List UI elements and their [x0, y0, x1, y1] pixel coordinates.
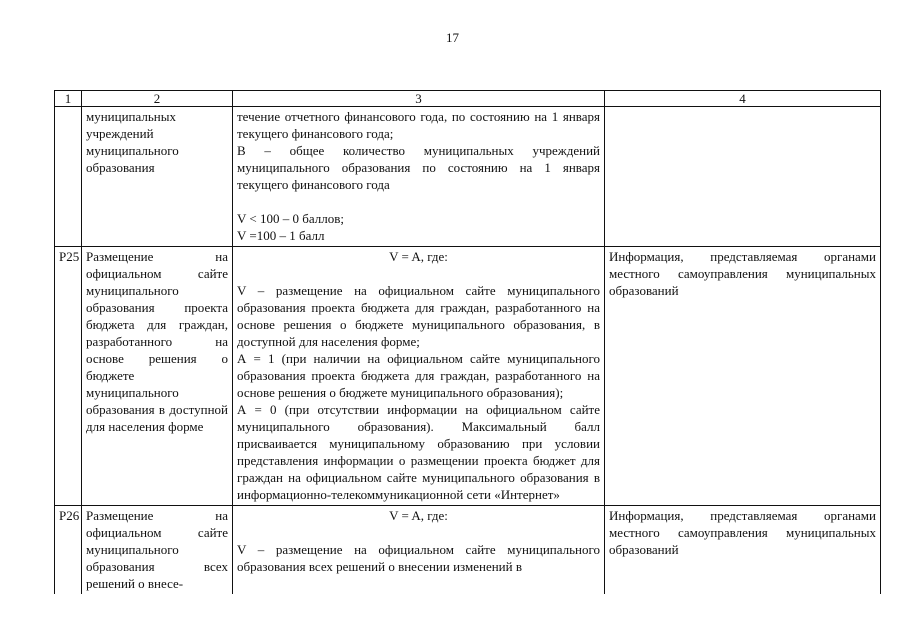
calc-spacer [237, 524, 600, 541]
calc-text: В – общее количество муниципальных учреждений муниципального образования по состоянию на 1 января текущего финансового года [237, 143, 600, 192]
calc-text: V – размещение на официальном сайте муниципального образования проекта бюджета для граждан, разработанного на основе решения о бюджете муниципального образования, в доступной для населения форме; [237, 283, 600, 349]
indicator-name-text: муниципальных учреждений муниципального образования [86, 109, 179, 175]
table-row-p26 [55, 506, 881, 595]
row-indicator-name [82, 247, 233, 506]
criteria-table [54, 90, 881, 594]
row-source [605, 107, 881, 247]
calc-text: V – размещение на официальном сайте муниципального образования всех решений о внесении изменений в [237, 542, 600, 574]
row-calculation [233, 506, 605, 595]
header-col-1: 1 [55, 91, 82, 107]
calc-spacer [237, 193, 600, 210]
table-header-row [55, 91, 881, 107]
calc-text: А = 1 (при наличии на официальном сайте муниципального образования проекта бюджета для граждан, разработанного на основе решения о бюджете муниципального образования); [237, 351, 600, 400]
row-calculation [233, 107, 605, 247]
row-id: Р26 [55, 506, 82, 595]
formula-text: V = A, где: [389, 508, 448, 523]
calc-text: А = 0 (при отсутствии информации на официальном сайте муниципального образования). Максимальный балл присваивается муниципальному образованию при условии представления информации о размещении проекта бюджет для граждан на официальном сайте муниципального образования в информационно-телекоммуникационной сети «Интернет» [237, 402, 600, 502]
row-id [55, 107, 82, 247]
row-indicator-name [82, 107, 233, 247]
calc-spacer [237, 265, 600, 282]
calc-text: течение отчетного финансового года, по состоянию на 1 января текущего финансового года; [237, 109, 600, 141]
header-col-4: 4 [605, 91, 881, 107]
row-id: Р25 [55, 247, 82, 506]
indicator-name-text: Размещение на официальном сайте муниципального образования всех решений о внесе- [86, 508, 228, 591]
row-calculation [233, 247, 605, 506]
row-indicator-name [82, 506, 233, 595]
table-row-p25 [55, 247, 881, 506]
row-source: Информация, представляемая органами местного самоуправления муниципальных образований [605, 247, 881, 506]
formula-text: V = A, где: [389, 249, 448, 264]
calc-text: V < 100 – 0 баллов; [237, 211, 344, 226]
calc-text: V =100 – 1 балл [237, 228, 325, 243]
header-col-2: 2 [82, 91, 233, 107]
row-source: Информация, представляемая органами местного самоуправления муниципальных образований [605, 506, 881, 595]
header-col-3: 3 [233, 91, 605, 107]
table-row-continuation [55, 107, 881, 247]
page-number: 17 [446, 30, 459, 45]
indicator-name-text: Размещение на официальном сайте муниципального образования проекта бюджета для граждан, разработанного на основе решения о бюджете муниципального образования в доступной для населения форме [86, 249, 228, 434]
